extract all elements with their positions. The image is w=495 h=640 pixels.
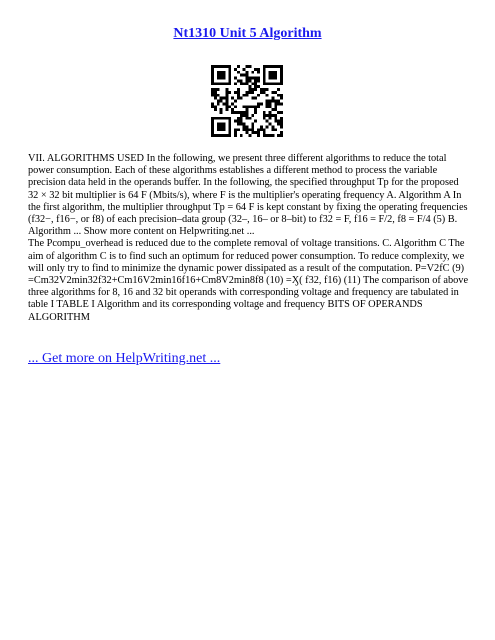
qr-code-icon	[211, 65, 283, 137]
article-paragraph: The Pcompu_overhead is reduced due to the complete removal of voltage transitions. C. Algorithm C The aim of algorithm C is to find such an optimum for reduced power consumption. To reduce complexity, we will only try to find to minimize the dynamic power dissipated as a result of the computation. P=V2fC (9) =Cm32V2min32f32+Cm16V2min16f16+Cm8V2min8f8 (10) =Ӽ( f32, f16) (11) The comparison of above three algorithms for 8, 16 and 32 bit operands with corresponding voltage and frequency are tabulated in table I TABLE I Algorithm and its corresponding voltage and frequency BITS OF OPERANDS ALGORITHM	[28, 238, 469, 323]
article-body	[28, 153, 468, 324]
article-paragraph: VII. ALGORITHMS USED In the following, we present three different algorithms to reduce the total power consumption. Each of these algorithms establishes a different method to process the variable precision data held in the operands buffer. In the following, the specified throughput Tp for the proposed 32 × 32 bit multiplier is 64 F (Mbits/s), where F is the multiplier's operating frequency A. Algorithm A In the first algorithm, the multiplier throughput Tp = 64 F is kept constant by fixing the operating frequencies (f32−, f16−, or f8) of each precision–data group (32–, 16– or 8–bit) to f32 = F, f16 = F/2, f8 = F/4 (5) B. Algorithm ... Show more content on Helpwriting.net ...	[28, 153, 468, 238]
get-more-link[interactable]: ... Get more on HelpWriting.net ...	[28, 351, 221, 366]
document-title-link[interactable]: Nt1310 Unit 5 Algorithm	[173, 26, 322, 41]
